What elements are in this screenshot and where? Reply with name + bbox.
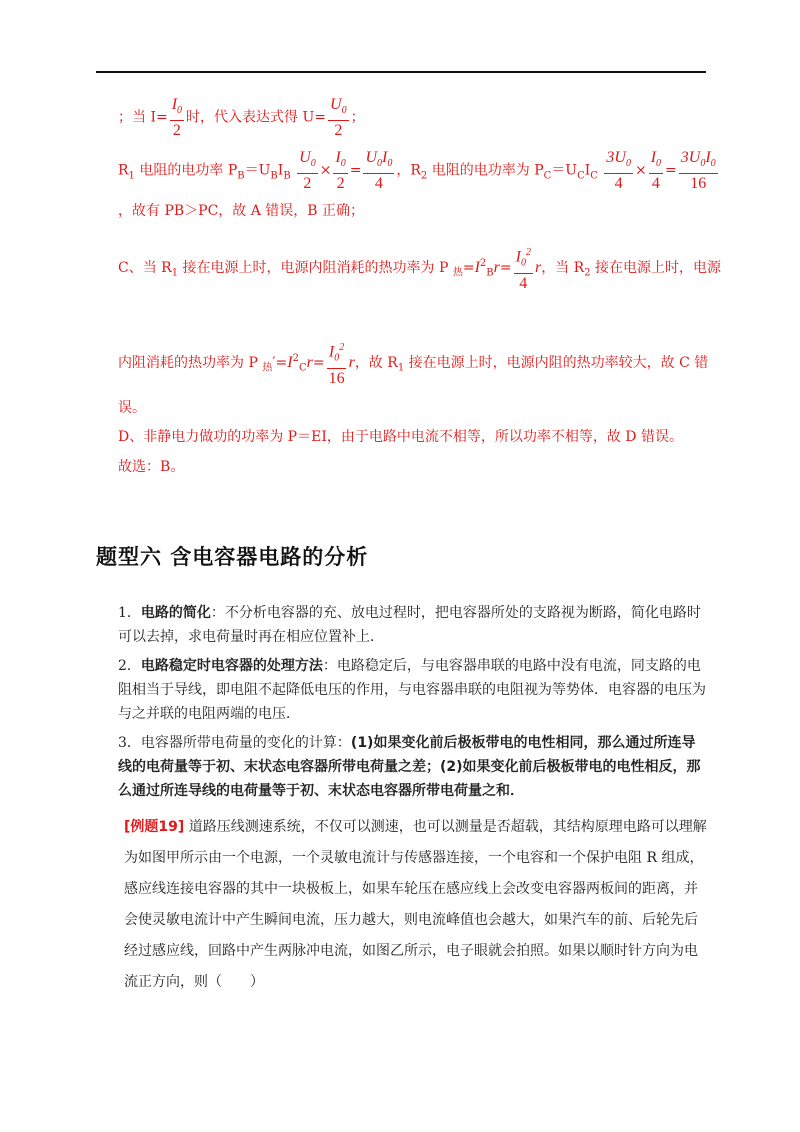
fraction-u0-over-2: $\frac{U_0}{2}$ <box>299 149 316 193</box>
analysis-line-6: 误。 <box>118 400 146 416</box>
fraction-u0i0-over-4: $\frac{U_0I_0}{4}$ <box>365 149 393 193</box>
fraction-i0-over-2: $\frac{I_0}{2}$ <box>171 96 183 140</box>
analysis-line-2: $R_1$ 电阻的电功率 $P_B=U_BI_B$ $\frac{U_0}{2}$ × $\frac{I_0}{2}$ = $\frac{U_0I_0}{4}$ ，$R_2$ 电阻的电功率为 $P_C=U_CI_C$ $\frac{3U_0}{4}$ × $\frac{I_0}{4}$ = $\frac{3U_0I_0}{16}$ <box>118 149 716 193</box>
point-1: 1．电路的简化：不分析电容器的充、放电过程时，把电容器所处的支路视为断路，简化电路时可以去掉，求电荷量时再在相应位置补上． <box>118 605 701 645</box>
point-2: 2．电路稳定时电容器的处理方法：电路稳定后，与电容器串联的电路中没有电流，同支路的电阻相当于导线，即电阻不起降低电压的作用，与电容器串联的电阻视为等势体．电容器的电压为与之并联的电阻两端的电压． <box>118 658 706 722</box>
fraction-3u0-over-4: $\frac{3U_0}{4}$ <box>606 149 631 193</box>
example-19: [例题19] 道路压线测速系统，不仅可以测速，也可以测量是否超载，其结构原理电路可以理解为如图甲所示由一个电源，一个灵敏电流计与传感器连接，一个电容和一个保护电阻 R 组成，感应线连接电容器的其中一块极板上，如果车轮压在感应线上会改变电容器两板间的距离，并会使灵敏电流计中产生瞬间电流，压力越大，则电流峰值也会越大，如果汽车的前、后轮先后经过感应线，回路中产生两脉冲电流，如图乙所示，电子眼就会拍照。如果以顺时针方向为电流正方向，则（ ） <box>124 819 707 990</box>
example-tag: [例题19] <box>124 819 185 835</box>
section-title: 题型六 含电容器电路的分析 <box>96 545 369 569</box>
fraction-i0sq-over-16: $\frac{I_0^2}{16}$ <box>327 338 347 388</box>
analysis-line-8: 故选：B。 <box>118 459 185 475</box>
fraction-i0-over-4: $\frac{I_0}{4}$ <box>650 149 662 193</box>
analysis-line-5: 内阻消耗的热功率为 P $_热'=I^2_Cr=$ $\frac{I_0^2}{16}$ r，故 $R_1$ 接在电源上时，电源内阻的热功率较大，故 C 错 <box>118 338 708 388</box>
analysis-line-1: ；当 I= $\frac{I_0}{2}$ 时，代入表达式得 U= $\frac{U_0}{2}$ ； <box>118 96 365 140</box>
analysis-line-4: C、当 $R_1$ 接在电源上时，电源内阻消耗的热功率为 P $_热=I^2_Br=$ $\frac{I_0^2}{4}$ r，当 $R_2$ 接在电源上时，电源 <box>118 243 721 293</box>
fraction-i0-over-2: $\frac{I_0}{2}$ <box>335 149 346 193</box>
analysis-line-7: D、非静电力做功的功率为 P＝EI，由于电路中电流不相等，所以功率不相等，故 D 错误。 <box>118 429 683 445</box>
fraction-u0-over-2: $\frac{U_0}{2}$ <box>330 96 347 140</box>
analysis-line-3: ，故有 PB＞PC，故 A 错误，B 正确； <box>118 203 365 219</box>
fraction-3u0i0-over-16: $\frac{3U_0I_0}{16}$ <box>680 149 716 193</box>
header-rule <box>96 71 706 73</box>
point-3: 3．电容器所带电荷量的变化的计算：(1)如果变化前后极板带电的电性相同，那么通过所连导线的电荷量等于初、末状态电容器所带电荷量之差；(2)如果变化前后极板带电的电性相反，那么通过所连导线的电荷量等于初、末状态电容器所带电荷量之和． <box>118 735 701 799</box>
fraction-i0sq-over-4: $\frac{I_0^2}{4}$ <box>514 243 533 293</box>
